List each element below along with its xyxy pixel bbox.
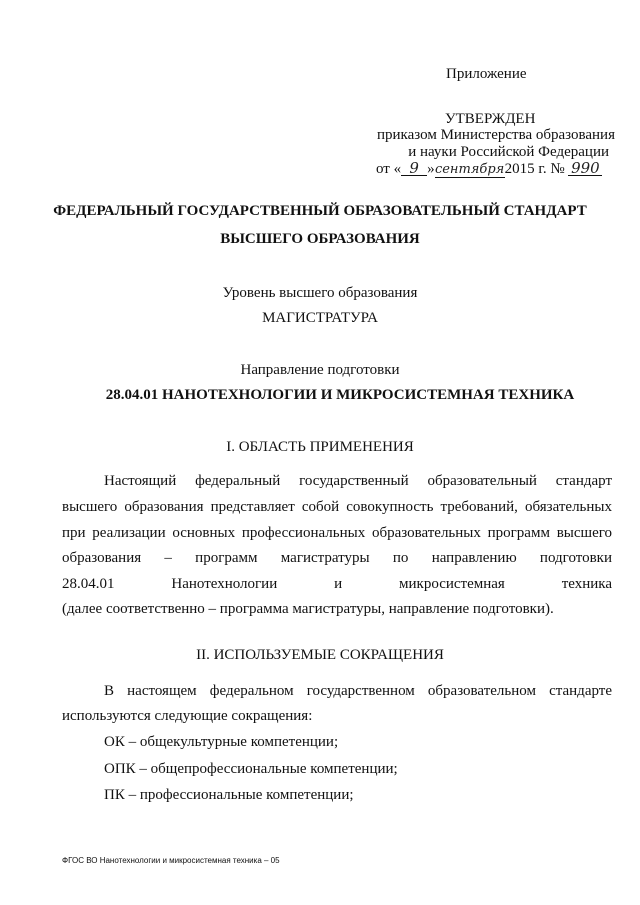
section2-line-1: В настоящем федеральном государственном образовательном стандарте — [104, 683, 612, 699]
section2-heading: II. ИСПОЛЬЗУЕМЫЕ СОКРАЩЕНИЯ — [196, 647, 444, 663]
education-level-value: МАГИСТРАТУРА — [262, 310, 378, 326]
section2-line-2: используются следующие сокращения: — [62, 708, 313, 724]
approval-date-line — [376, 161, 602, 178]
approved-label: УТВЕРЖДЕН — [445, 111, 536, 127]
approval-line-science: и науки Российской Федерации — [408, 144, 609, 160]
section1-line-4-text: образования – программ магистратуры по направлению подготовки — [62, 550, 612, 566]
section1-line-5 — [62, 576, 612, 593]
section1-line-6: (далее соответственно – программа магистратуры, направление подготовки). — [62, 601, 554, 617]
section1-line-3: при реализации основных профессиональных образовательных программ высшего — [62, 525, 612, 541]
date-month: сентября — [434, 162, 505, 177]
abbreviation-item-opk: ОПК – общепрофессиональные компетенции; — [104, 761, 398, 777]
order-number: 990 — [568, 161, 602, 176]
abbreviation-item-pk: ПК – профессиональные компетенции; — [104, 787, 354, 803]
document-title-line2: ВЫСШЕГО ОБРАЗОВАНИЯ — [220, 231, 420, 247]
abbreviation-item-ok: ОК – общекультурные компетенции; — [104, 734, 339, 750]
section1-line-2: высшего образования представляет собой совокупность требований, обязательных — [62, 499, 612, 515]
date-day-close: » — [427, 161, 435, 177]
direction-value: 28.04.01 НАНОТЕХНОЛОГИИ И МИКРОСИСТЕМНАЯ ТЕХНИКА — [105, 387, 575, 403]
date-prefix: от « — [376, 161, 402, 177]
direction-label: Направление подготовки — [240, 362, 400, 378]
section1-line-4 — [62, 550, 612, 567]
education-level-label: Уровень высшего образования — [222, 285, 418, 301]
section1-line-5-text: 28.04.01 Нанотехнологии и микросистемная техника — [62, 576, 612, 592]
page-footer: ФГОС ВО Нанотехнологии и микросистемная техника – 05 — [62, 856, 280, 865]
approval-line-ministry: приказом Министерства образования — [377, 127, 615, 143]
section1-heading: I. ОБЛАСТЬ ПРИМЕНЕНИЯ — [226, 439, 414, 455]
date-year: 2015 г. № — [504, 161, 565, 177]
document-title-line1: ФЕДЕРАЛЬНЫЙ ГОСУДАРСТВЕННЫЙ ОБРАЗОВАТЕЛЬНЫЙ СТАНДАРТ — [53, 203, 587, 219]
appendix-label: Приложение — [446, 66, 527, 82]
date-day: 9 — [401, 161, 427, 176]
section1-line-1: Настоящий федеральный государственный образовательный стандарт — [104, 473, 612, 489]
